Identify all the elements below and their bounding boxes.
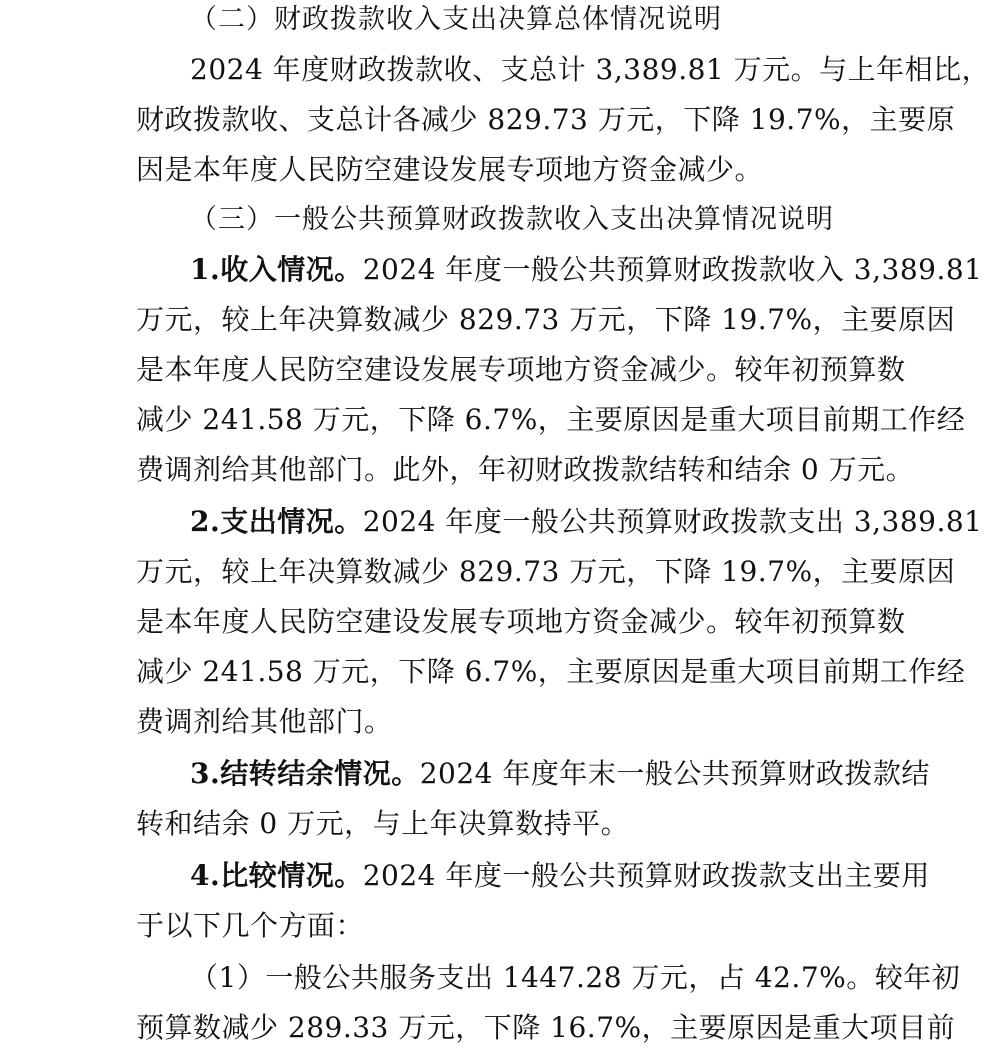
item-lead-comparison: 4.比较情况。 (190, 859, 363, 892)
paragraph-line: 因是本年度人民防空建设发展专项地方资金减少。 (136, 153, 764, 186)
paragraph-line: 2024 年度财政拨款收、支总计 3,389.81 万元。与上年相比， (190, 53, 991, 86)
item-first-text: 2024 年度一般公共预算财政拨款收入 3,389.81 (362, 253, 983, 286)
section-heading-3: （三）一般公共预算财政拨款收入支出决算情况说明 (190, 204, 834, 235)
paragraph-line: 转和结余 0 万元，与上年决算数持平。 (136, 807, 630, 840)
paragraph-line: 于以下几个方面： (136, 909, 365, 942)
paragraph-first-line: （1）一般公共服务支出 1447.28 万元，占 42.7%。较年初 (190, 961, 961, 994)
paragraph-first-line (190, 856, 930, 896)
item-lead-expense: 2.支出情况。 (190, 505, 363, 538)
item-lead-income: 1.收入情况。 (190, 253, 363, 286)
paragraph-first-line (190, 502, 983, 542)
item-first-text: 2024 年度一般公共预算财政拨款支出 3,389.81 (362, 505, 983, 538)
item-first-text: 2024 年度一般公共预算财政拨款支出主要用 (362, 859, 930, 892)
item-first-text: 2024 年度年末一般公共预算财政拨款结 (419, 757, 930, 790)
paragraph-first-line (190, 754, 930, 794)
section-heading-2: （二）财政拨款收入支出决算总体情况说明 (190, 4, 722, 35)
paragraph-line: 减少 241.58 万元，下降 6.7%，主要原因是重大项目前期工作经 (136, 403, 966, 436)
paragraph-line: 万元，较上年决算数减少 829.73 万元，下降 19.7%，主要原因 (136, 555, 956, 588)
paragraph-line: 财政拨款收、支总计各减少 829.73 万元，下降 19.7%，主要原 (136, 103, 956, 136)
item-lead-carryover: 3.结转结余情况。 (190, 757, 420, 790)
paragraph-line: 减少 241.58 万元，下降 6.7%，主要原因是重大项目前期工作经 (136, 655, 966, 688)
paragraph-line: 是本年度人民防空建设发展专项地方资金减少。较年初预算数 (136, 353, 906, 386)
paragraph-line: 预算数减少 289.33 万元，下降 16.7%，主要原因是重大项目前 (136, 1011, 956, 1044)
paragraph-line: 是本年度人民防空建设发展专项地方资金减少。较年初预算数 (136, 605, 906, 638)
paragraph-first-line (190, 250, 983, 290)
paragraph-line: 万元，较上年决算数减少 829.73 万元，下降 19.7%，主要原因 (136, 303, 956, 336)
paragraph-line: 费调剂给其他部门。此外，年初财政拨款结转和结余 0 万元。 (136, 453, 915, 486)
paragraph-line: 费调剂给其他部门。 (136, 705, 393, 738)
